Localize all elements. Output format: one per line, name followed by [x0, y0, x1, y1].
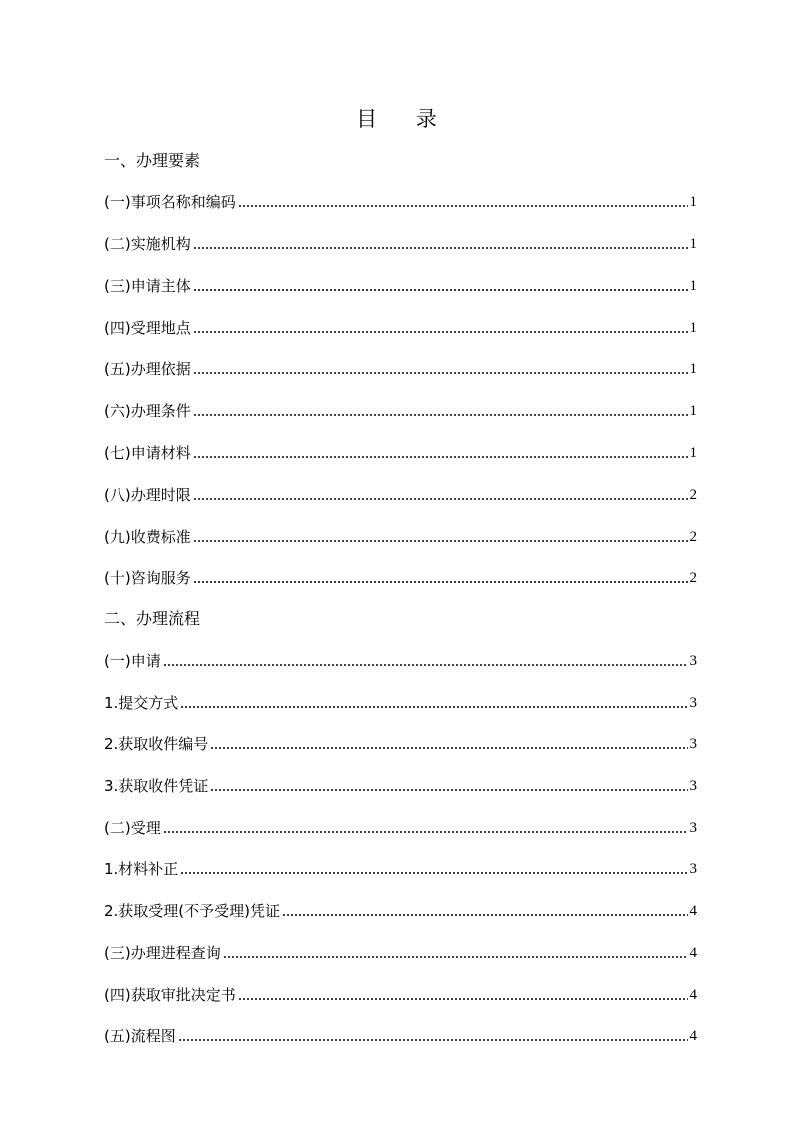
toc-entry-page: 3	[689, 653, 697, 669]
toc-entry[interactable]	[104, 942, 697, 964]
toc-entry-page: 1	[689, 403, 697, 419]
dot-leader	[193, 498, 688, 500]
dot-leader	[193, 331, 688, 333]
dot-leader	[193, 372, 688, 374]
dot-leader	[180, 872, 687, 874]
dot-leader	[238, 998, 688, 1000]
toc-entry[interactable]	[104, 733, 697, 755]
toc-entry-page: 3	[689, 778, 697, 794]
toc-entry-page: 1	[689, 236, 697, 252]
dot-leader	[210, 789, 687, 791]
toc-entry-page: 1	[689, 445, 697, 461]
toc-entry-label: (七)申请材料	[104, 444, 191, 462]
toc-entry-label: (二)实施机构	[104, 235, 191, 253]
section-heading-elements: 一、办理要素	[104, 151, 201, 170]
dot-leader	[193, 456, 688, 458]
toc-entry-label: (三)申请主体	[104, 277, 191, 295]
toc-entry-page: 2	[689, 487, 697, 503]
dot-leader	[193, 414, 688, 416]
toc-entry[interactable]	[104, 317, 697, 339]
toc-entry-page: 2	[689, 529, 697, 545]
toc-entry-page: 3	[689, 736, 697, 752]
toc-entry[interactable]	[104, 984, 697, 1006]
toc-entry-page: 2	[689, 570, 697, 586]
toc-entry-page: 3	[689, 861, 697, 877]
toc-entry-label: 1.提交方式	[104, 694, 179, 712]
dot-leader	[282, 914, 687, 916]
toc-entry[interactable]	[104, 858, 697, 880]
toc-entry-label: (二)受理	[104, 819, 161, 837]
toc-entry[interactable]	[104, 442, 697, 464]
toc-entry[interactable]	[104, 526, 697, 548]
dot-leader	[193, 289, 688, 291]
toc-entry-label: 2.获取受理(不予受理)凭证	[104, 902, 281, 920]
dot-leader	[193, 247, 688, 249]
dot-leader	[193, 581, 688, 583]
toc-entry-page: 4	[689, 1028, 697, 1044]
toc-entry-label: 3.获取收件凭证	[104, 777, 209, 795]
toc-entry[interactable]	[104, 650, 697, 672]
toc-entry[interactable]	[104, 692, 697, 714]
toc-entry[interactable]	[104, 817, 697, 839]
dot-leader	[163, 664, 688, 666]
toc-entry-label: (九)收费标准	[104, 528, 191, 546]
toc-entry[interactable]	[104, 233, 697, 255]
toc-entry-label: 2.获取收件编号	[104, 735, 209, 753]
toc-entry-label: (十)咨询服务	[104, 569, 191, 587]
dot-leader	[163, 831, 688, 833]
toc-entry-label: 1.材料补正	[104, 860, 179, 878]
dot-leader	[238, 205, 688, 207]
dot-leader	[223, 956, 688, 958]
dot-leader	[210, 747, 687, 749]
toc-entry-page: 4	[689, 945, 697, 961]
toc-entry-page: 1	[689, 361, 697, 377]
dot-leader	[178, 1039, 688, 1041]
toc-entry-page: 3	[689, 695, 697, 711]
toc-entry[interactable]	[104, 400, 697, 422]
toc-entry[interactable]	[104, 484, 697, 506]
toc-entry-page: 1	[689, 320, 697, 336]
toc-entry-page: 4	[689, 987, 697, 1003]
toc-entry[interactable]	[104, 358, 697, 380]
toc-entry[interactable]	[104, 191, 697, 213]
toc-entry-label: (四)受理地点	[104, 319, 191, 337]
dot-leader	[193, 540, 688, 542]
toc-entry[interactable]	[104, 1025, 697, 1047]
toc-entry-label: (六)办理条件	[104, 402, 191, 420]
toc-entry-label: (五)流程图	[104, 1027, 176, 1045]
toc-entry[interactable]	[104, 775, 697, 797]
toc-entry-label: (一)申请	[104, 652, 161, 670]
toc-entry-label: (八)办理时限	[104, 486, 191, 504]
toc-entry[interactable]	[104, 275, 697, 297]
toc-entry-page: 3	[689, 820, 697, 836]
toc-entry-label: (五)办理依据	[104, 360, 191, 378]
toc-title: 目 录	[356, 107, 453, 131]
section-heading-process: 二、办理流程	[104, 609, 201, 628]
toc-entry-label: (一)事项名称和编码	[104, 193, 236, 211]
toc-entry-page: 4	[689, 903, 697, 919]
toc-entry-label: (三)办理进程查询	[104, 944, 221, 962]
toc-entry[interactable]	[104, 900, 697, 922]
toc-entry[interactable]	[104, 567, 697, 589]
toc-entry-page: 1	[689, 194, 697, 210]
dot-leader	[180, 706, 687, 708]
toc-entry-label: (四)获取审批决定书	[104, 986, 236, 1004]
toc-entry-page: 1	[689, 278, 697, 294]
